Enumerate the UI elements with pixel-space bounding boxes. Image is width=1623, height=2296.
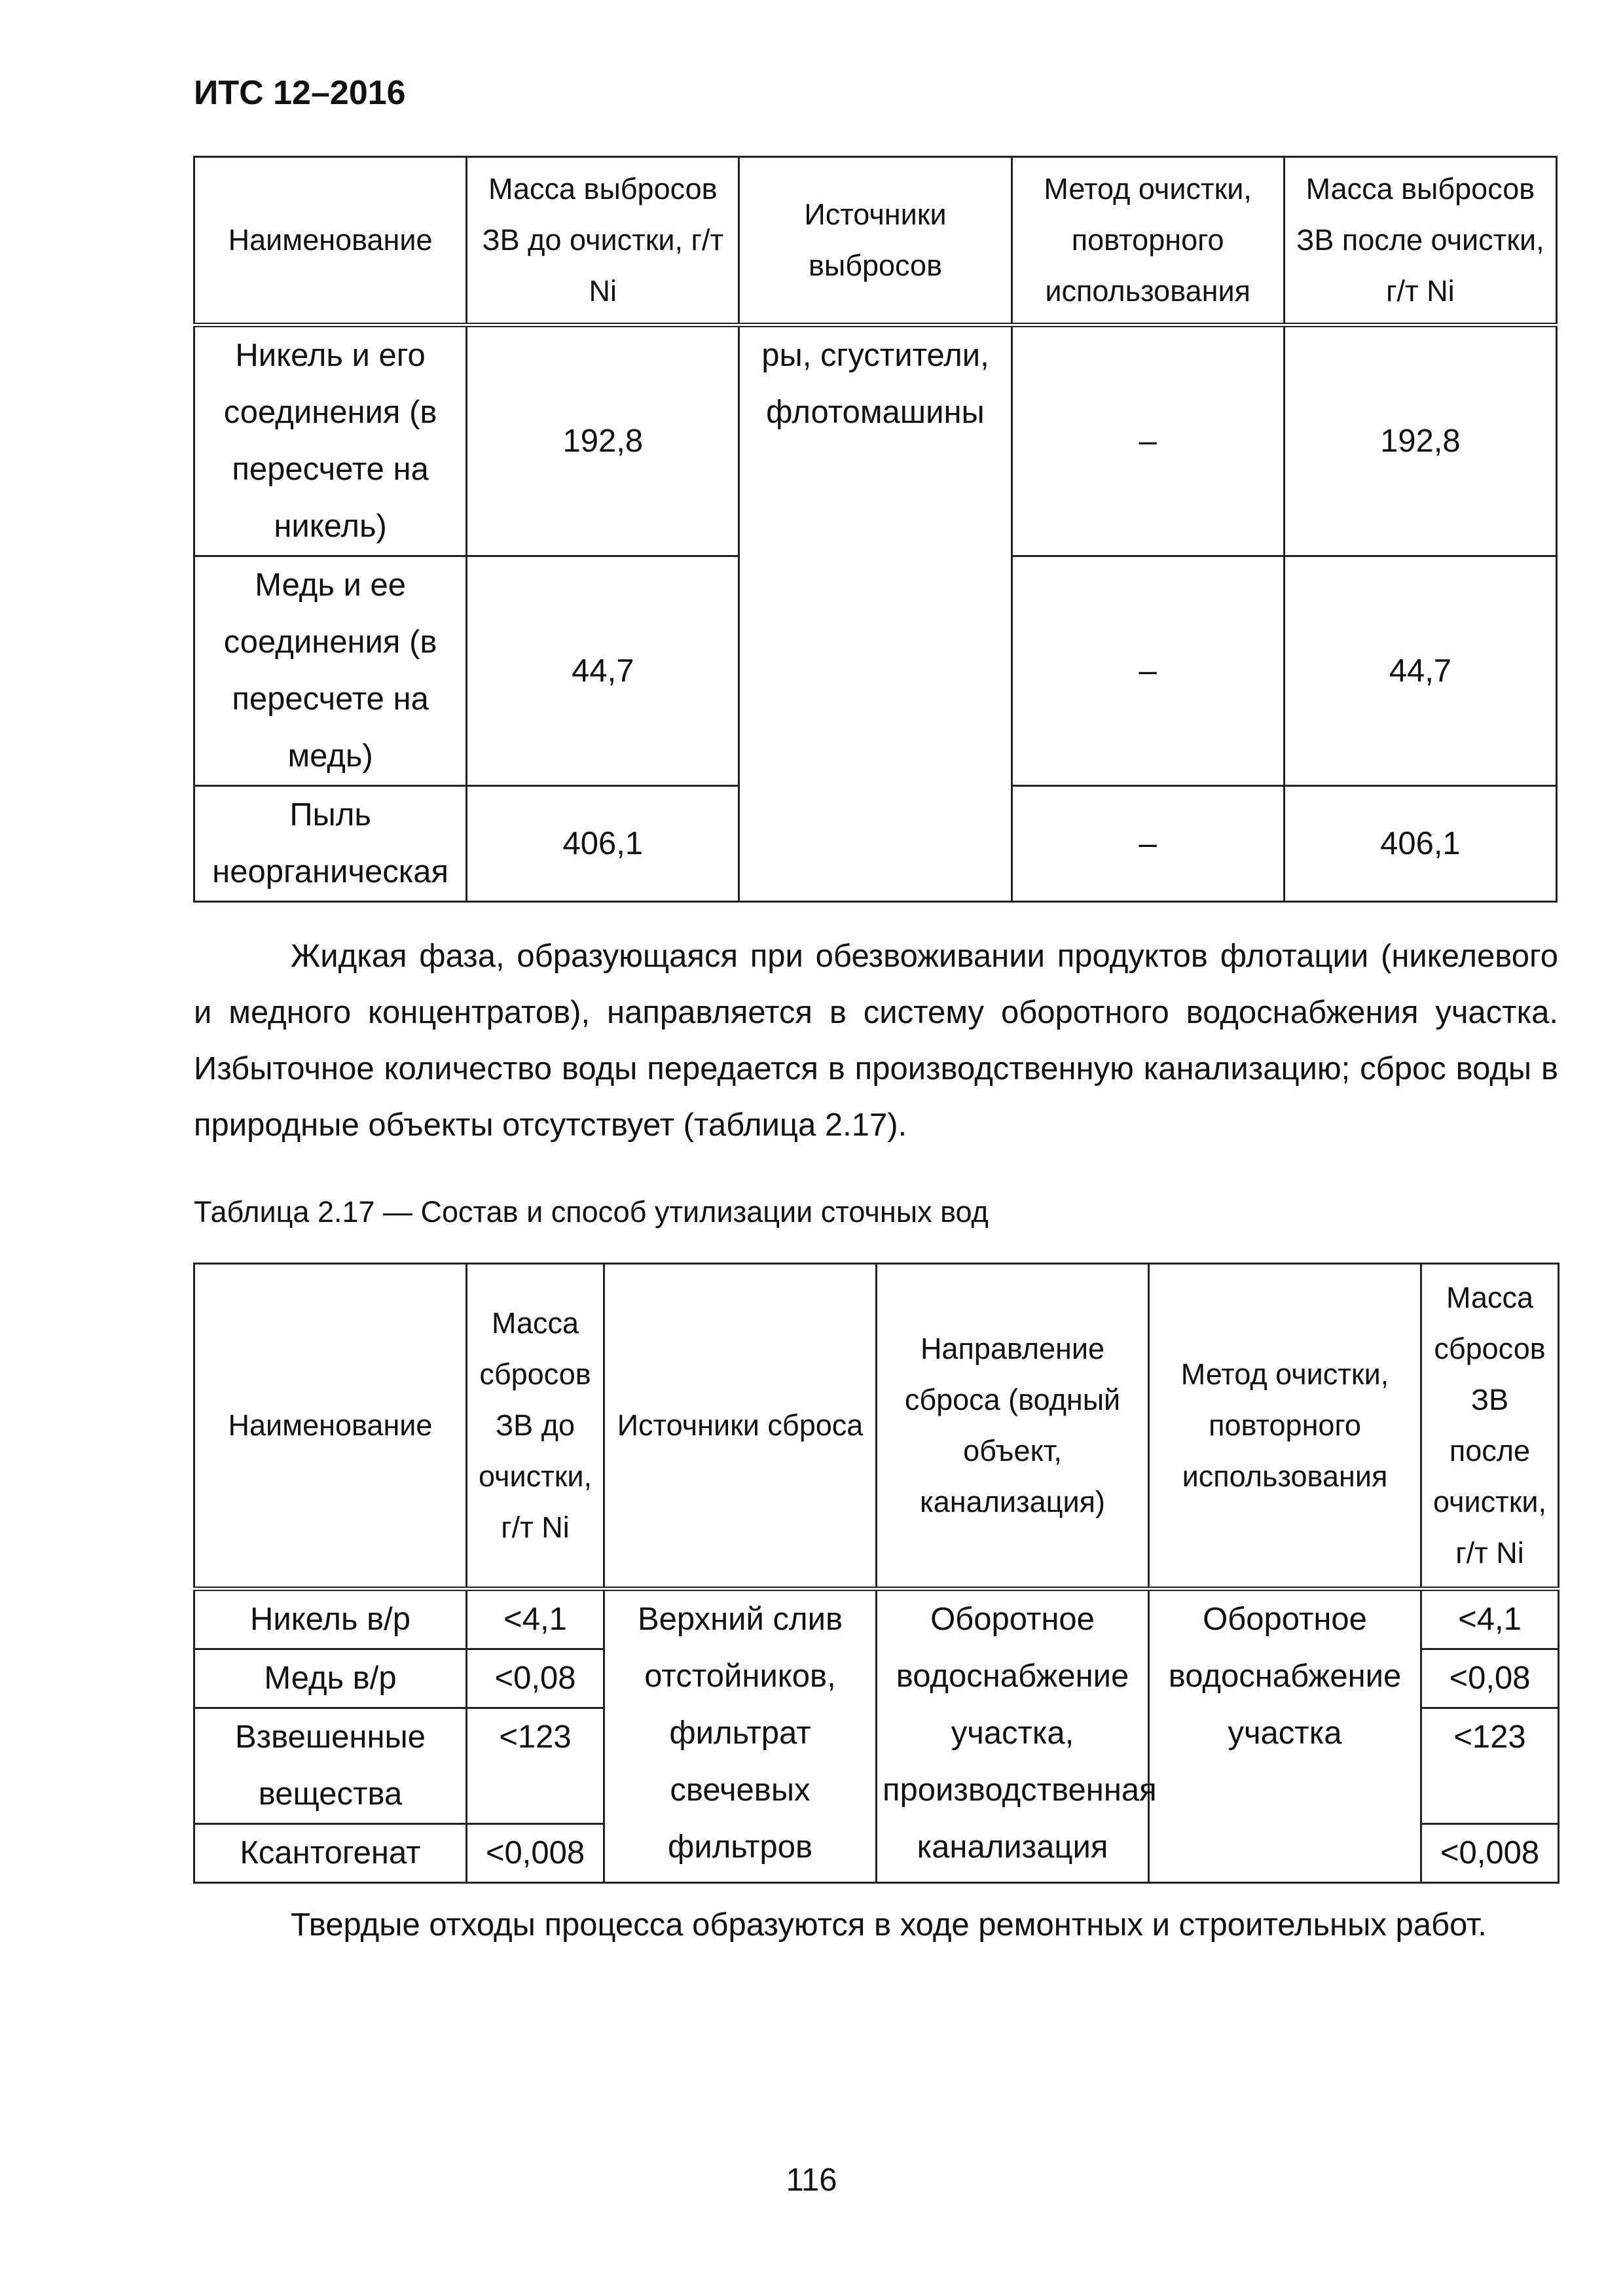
col-header-mass-after: Масса сбросов ЗВ после очистки, г/т Ni	[1421, 1264, 1559, 1589]
cell-method: –	[1012, 556, 1284, 786]
col-header-sources: Источники выбросов	[739, 157, 1012, 325]
col-header-mass-after: Масса выбросов ЗВ после очистки, г/т Ni	[1284, 157, 1556, 325]
cell-after: <123	[1421, 1708, 1559, 1824]
cell-before: <123	[467, 1708, 604, 1824]
col-header-method: Метод очистки, повторного использования	[1149, 1264, 1421, 1589]
cell-name: Медь и ее соединения (в пересчете на медь)	[194, 556, 467, 786]
cell-after: <0,08	[1421, 1649, 1559, 1708]
paragraph-liquid-phase: Жидкая фаза, образующаяся при обезвоживании продуктов флотации (никелевого и медного концентратов), направляется в систему оборотного водоснабжения участка. Избыточное количество воды передается в производственную канализацию; сброс воды в природные объекты отсутствует (таблица 2.17).	[194, 939, 1558, 1143]
col-header-method: Метод очистки, повторного использования	[1012, 157, 1284, 325]
cell-direction: Оборотное водоснабжение участка, производственная канализация	[877, 1589, 1149, 1883]
page-number: 116	[786, 2162, 837, 2198]
cell-method: –	[1012, 325, 1284, 556]
cell-before: 192,8	[467, 325, 739, 556]
paragraph-solid-waste: Твердые отходы процесса образуются в ходе ремонтных и строительных работ.	[291, 1907, 1487, 1943]
cell-after: 44,7	[1284, 556, 1556, 786]
cell-before: <0,08	[467, 1649, 604, 1708]
col-header-name: Наименование	[194, 1264, 467, 1589]
emissions-table	[193, 156, 1558, 903]
cell-after: 192,8	[1284, 325, 1556, 556]
cell-name: Пыль неорганическая	[194, 786, 467, 902]
wastewater-table	[193, 1263, 1559, 1884]
cell-method: –	[1012, 786, 1284, 902]
cell-name: Никель в/р	[194, 1589, 467, 1649]
cell-before: 406,1	[467, 786, 739, 902]
table-header-row	[194, 157, 1557, 325]
cell-before: <0,008	[467, 1824, 604, 1883]
cell-method: Оборотное водоснабжение участка	[1149, 1589, 1421, 1883]
cell-after: <0,008	[1421, 1824, 1559, 1883]
cell-name: Ксантогенат	[194, 1824, 467, 1883]
cell-sources: Верхний слив отстойников, фильтрат свечевых фильтров	[604, 1589, 877, 1883]
col-header-direction: Направление сброса (водный объект, канализация)	[877, 1264, 1149, 1589]
table-row	[194, 1589, 1559, 1649]
table-header-row	[194, 1264, 1559, 1589]
col-header-mass-before: Масса выбросов ЗВ до очистки, г/т Ni	[467, 157, 739, 325]
cell-name: Медь в/р	[194, 1649, 467, 1708]
table-caption: Таблица 2.17 — Состав и способ утилизации сточных вод	[194, 1195, 989, 1229]
cell-name: Взвешенные вещества	[194, 1708, 467, 1824]
document-header: ИТС 12–2016	[194, 74, 406, 112]
cell-after: 406,1	[1284, 786, 1556, 902]
col-header-name: Наименование	[194, 157, 467, 325]
col-header-sources: Источники сброса	[604, 1264, 877, 1589]
cell-after: <4,1	[1421, 1589, 1559, 1649]
table-row	[194, 325, 1557, 556]
col-header-mass-before: Масса сбросов ЗВ до очистки, г/т Ni	[467, 1264, 604, 1589]
cell-before: 44,7	[467, 556, 739, 786]
cell-name: Никель и его соединения (в пересчете на никель)	[194, 325, 467, 556]
cell-before: <4,1	[467, 1589, 604, 1649]
cell-sources: ры, сгустители, флотомашины	[739, 325, 1012, 902]
